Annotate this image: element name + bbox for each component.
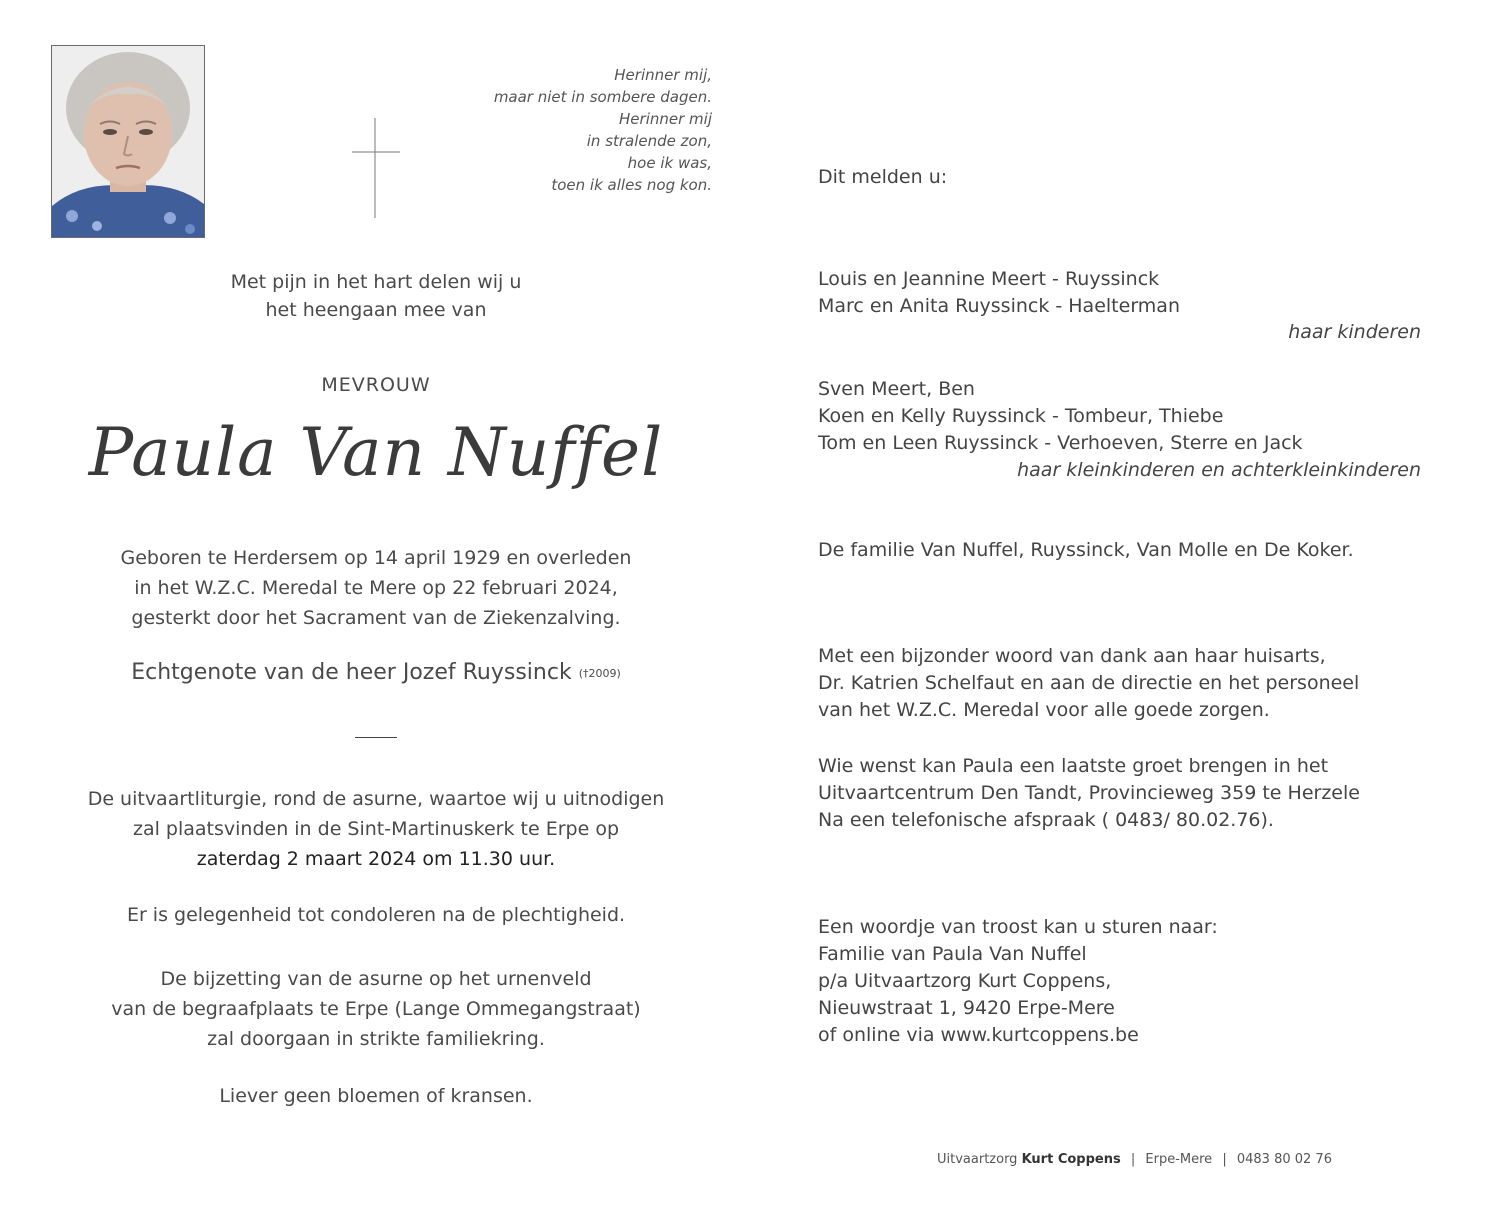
family-line: De familie Van Nuffel, Ruyssinck, Van Molle en De Koker. — [818, 539, 1354, 561]
memorial-poem — [440, 64, 712, 196]
contact-line: p/a Uitvaartzorg Kurt Coppens, — [818, 970, 1112, 992]
grandchildren-item: Tom en Leen Ruyssinck - Verhoeven, Sterre en Jack — [818, 432, 1303, 454]
farewell-line: Na een telefonische afspraak ( 0483/ 80.02.76). — [818, 809, 1274, 831]
contact-line: Nieuwstraat 1, 9420 Erpe-Mere — [818, 997, 1115, 1019]
poem-line: maar niet in sombere dagen. — [493, 88, 712, 106]
footer-prefix: Uitvaartzorg — [937, 1152, 1018, 1167]
children-item: Louis en Jeannine Meert - Ruyssinck — [818, 268, 1160, 290]
contact-website: of online via www.kurtcoppens.be — [818, 1024, 1139, 1046]
children-item: Marc en Anita Ruyssinck - Haelterman — [818, 295, 1180, 317]
grandchildren-item: Koen en Kelly Ruyssinck - Tombeur, Thiebe — [818, 405, 1224, 427]
thanks-line: van het W.Z.C. Meredal voor alle goede zorgen. — [818, 699, 1270, 721]
contact-line: Een woordje van troost kan u sturen naar: — [818, 916, 1218, 938]
funeral-date: zaterdag 2 maart 2024 om 11.30 uur. — [196, 848, 556, 870]
footer-separator: | — [1130, 1152, 1136, 1167]
footer-separator: | — [1222, 1152, 1227, 1167]
footer-phone: 0483 80 02 76 — [1236, 1152, 1332, 1167]
spouse-text: Echtgenote van de heer Jozef Ruyssinck — [131, 660, 572, 685]
poem-line: Herinner mij — [619, 110, 712, 128]
funeral-home-footer — [937, 1152, 1332, 1167]
funeral-line: De uitvaartliturgie, rond de asurne, waartoe wij u uitnodigen — [87, 788, 665, 810]
funeral-details — [70, 784, 682, 874]
poem-line: Herinner mij, — [614, 66, 712, 84]
portrait-illustration — [52, 46, 204, 237]
contact-line: Familie van Paula Van Nuffel — [818, 943, 1087, 965]
grandchildren-item: Sven Meert, Ben — [818, 378, 975, 400]
farewell-line: Uitvaartcentrum Den Tandt, Provincieweg 359 te Herzele — [818, 782, 1360, 804]
footer-brand: Kurt Coppens — [1021, 1152, 1121, 1167]
thanks-line: Dr. Katrien Schelfaut en aan de directie en het personeel — [818, 672, 1360, 694]
poem-line: in stralende zon, — [586, 132, 712, 150]
footer-place: Erpe-Mere — [1145, 1152, 1213, 1167]
announce-heading: Dit melden u: — [818, 166, 948, 188]
intro-line: het heengaan mee van — [265, 299, 487, 321]
born-line: gesterkt door het Sacrament van de Ziekenzalving. — [131, 607, 621, 629]
intro-text — [70, 268, 682, 324]
contact-address — [818, 914, 1218, 1049]
salutation: MEVROUW — [321, 374, 431, 396]
children-label: haar kinderen — [1288, 321, 1421, 343]
burial-details — [70, 964, 682, 1054]
born-line: Geboren te Herdersem op 14 april 1929 en overleden — [120, 547, 632, 569]
farewell-line: Wie wenst kan Paula een laatste groet brengen in het — [818, 755, 1329, 777]
cross-icon — [352, 118, 400, 218]
burial-line: zal doorgaan in strikte familiekring. — [207, 1028, 545, 1050]
deceased-name: Paula Van Nuffel — [88, 414, 664, 491]
flowers-note: Liever geen bloemen of kransen. — [219, 1085, 533, 1107]
spouse-death-note: (†2009) — [578, 667, 621, 680]
burial-line: De bijzetting van de asurne op het urnenveld — [160, 968, 592, 990]
burial-line: van de begraafplaats te Erpe (Lange Ommegangstraat) — [111, 998, 641, 1020]
poem-line: hoe ik was, — [627, 154, 712, 172]
poem-line: toen ik alles nog kon. — [551, 176, 712, 194]
born-line: in het W.Z.C. Meredal te Mere op 22 februari 2024, — [134, 577, 618, 599]
spouse-line — [70, 660, 682, 685]
thanks-line: Met een bijzonder woord van dank aan haar huisarts, — [818, 645, 1326, 667]
grandchildren-label: haar kleinkinderen en achterkleinkinderen — [1017, 459, 1421, 481]
intro-line: Met pijn in het hart delen wij u — [230, 271, 522, 293]
farewell-text — [818, 753, 1360, 834]
funeral-line: zal plaatsvinden in de Sint-Martinuskerk te Erpe op — [132, 818, 620, 840]
thanks-text — [818, 643, 1359, 724]
condolence-text: Er is gelegenheid tot condoleren na de plechtigheid. — [126, 904, 626, 926]
section-divider — [355, 737, 397, 738]
portrait-photo — [51, 45, 205, 238]
grandchildren-list — [818, 376, 1303, 457]
birth-death-details — [70, 543, 682, 633]
children-list — [818, 266, 1180, 320]
